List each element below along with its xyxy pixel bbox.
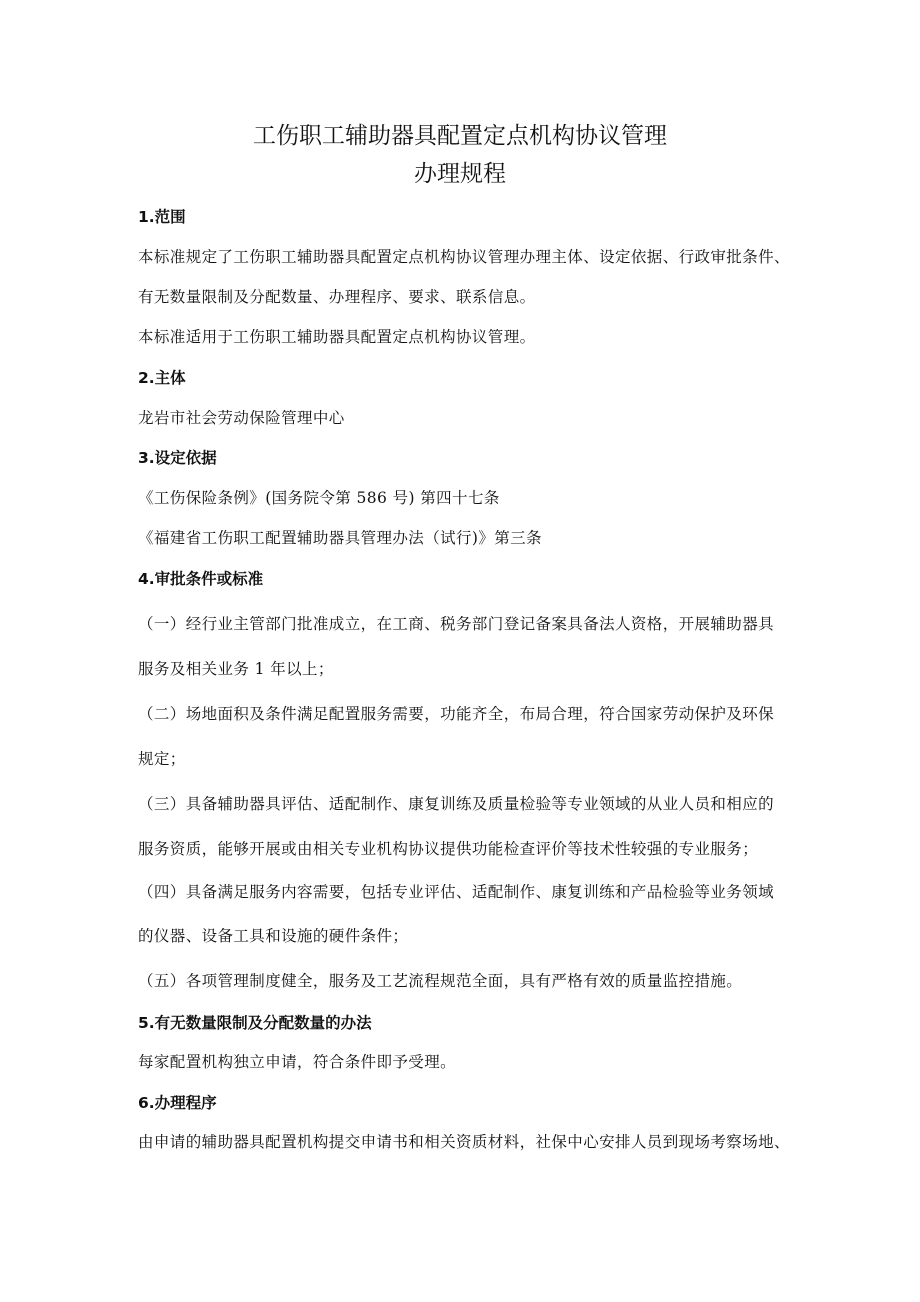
section-heading: 1.范围 [138, 208, 186, 226]
paragraph-line: 服务及相关业务 1 年以上； [138, 660, 334, 678]
section-heading: 4.审批条件或标准 [138, 570, 264, 588]
paragraph-line: 龙岩市社会劳动保险管理中心 [138, 409, 345, 427]
paragraph-line: 本标准规定了工伤职工辅助器具配置定点机构协议管理办理主体、设定依据、行政审批条件、 [138, 248, 790, 266]
paragraph-line: 服务资质，能够开展或由相关专业机构协议提供功能检查评价等技术性较强的专业服务； [138, 840, 759, 858]
paragraph-line: 规定； [138, 750, 186, 768]
paragraph-line: 《福建省工伤职工配置辅助器具管理办法（试行)》第三条 [138, 529, 542, 547]
paragraph-line: （五）各项管理制度健全，服务及工艺流程规范全面，具有严格有效的质量监控措施。 [138, 972, 743, 990]
paragraph-line: （二）场地面积及条件满足配置服务需要，功能齐全，布局合理，符合国家劳动保护及环保 [138, 705, 775, 723]
paragraph-line: 本标准适用于工伤职工辅助器具配置定点机构协议管理。 [138, 328, 536, 346]
paragraph-line: 的仪器、设备工具和设施的硬件条件； [138, 927, 409, 945]
doc-title-line-1: 工伤职工辅助器具配置定点机构协议管理 [253, 123, 667, 149]
section-heading: 3.设定依据 [138, 449, 217, 467]
paragraph-line: 有无数量限制及分配数量、办理程序、要求、联系信息。 [138, 288, 536, 306]
paragraph-line: 《工伤保险条例》(国务院令第 586 号) 第四十七条 [138, 489, 500, 507]
section-heading: 2.主体 [138, 369, 186, 387]
paragraph-line: 每家配置机构独立申请，符合条件即予受理。 [138, 1053, 457, 1071]
doc-title-line-2: 办理规程 [414, 161, 506, 187]
paragraph-line: （四）具备满足服务内容需要，包括专业评估、适配制作、康复训练和产品检验等业务领域 [138, 883, 775, 901]
paragraph-line: （一）经行业主管部门批准成立，在工商、税务部门登记备案具备法人资格，开展辅助器具 [138, 615, 775, 633]
paragraph-line: （三）具备辅助器具评估、适配制作、康复训练及质量检验等专业领域的从业人员和相应的 [138, 795, 775, 813]
section-heading: 5.有无数量限制及分配数量的办法 [138, 1014, 372, 1032]
paragraph-line: 由申请的辅助器具配置机构提交申请书和相关资质材料，社保中心安排人员到现场考察场地、 [138, 1133, 790, 1151]
section-heading: 6.办理程序 [138, 1094, 217, 1112]
